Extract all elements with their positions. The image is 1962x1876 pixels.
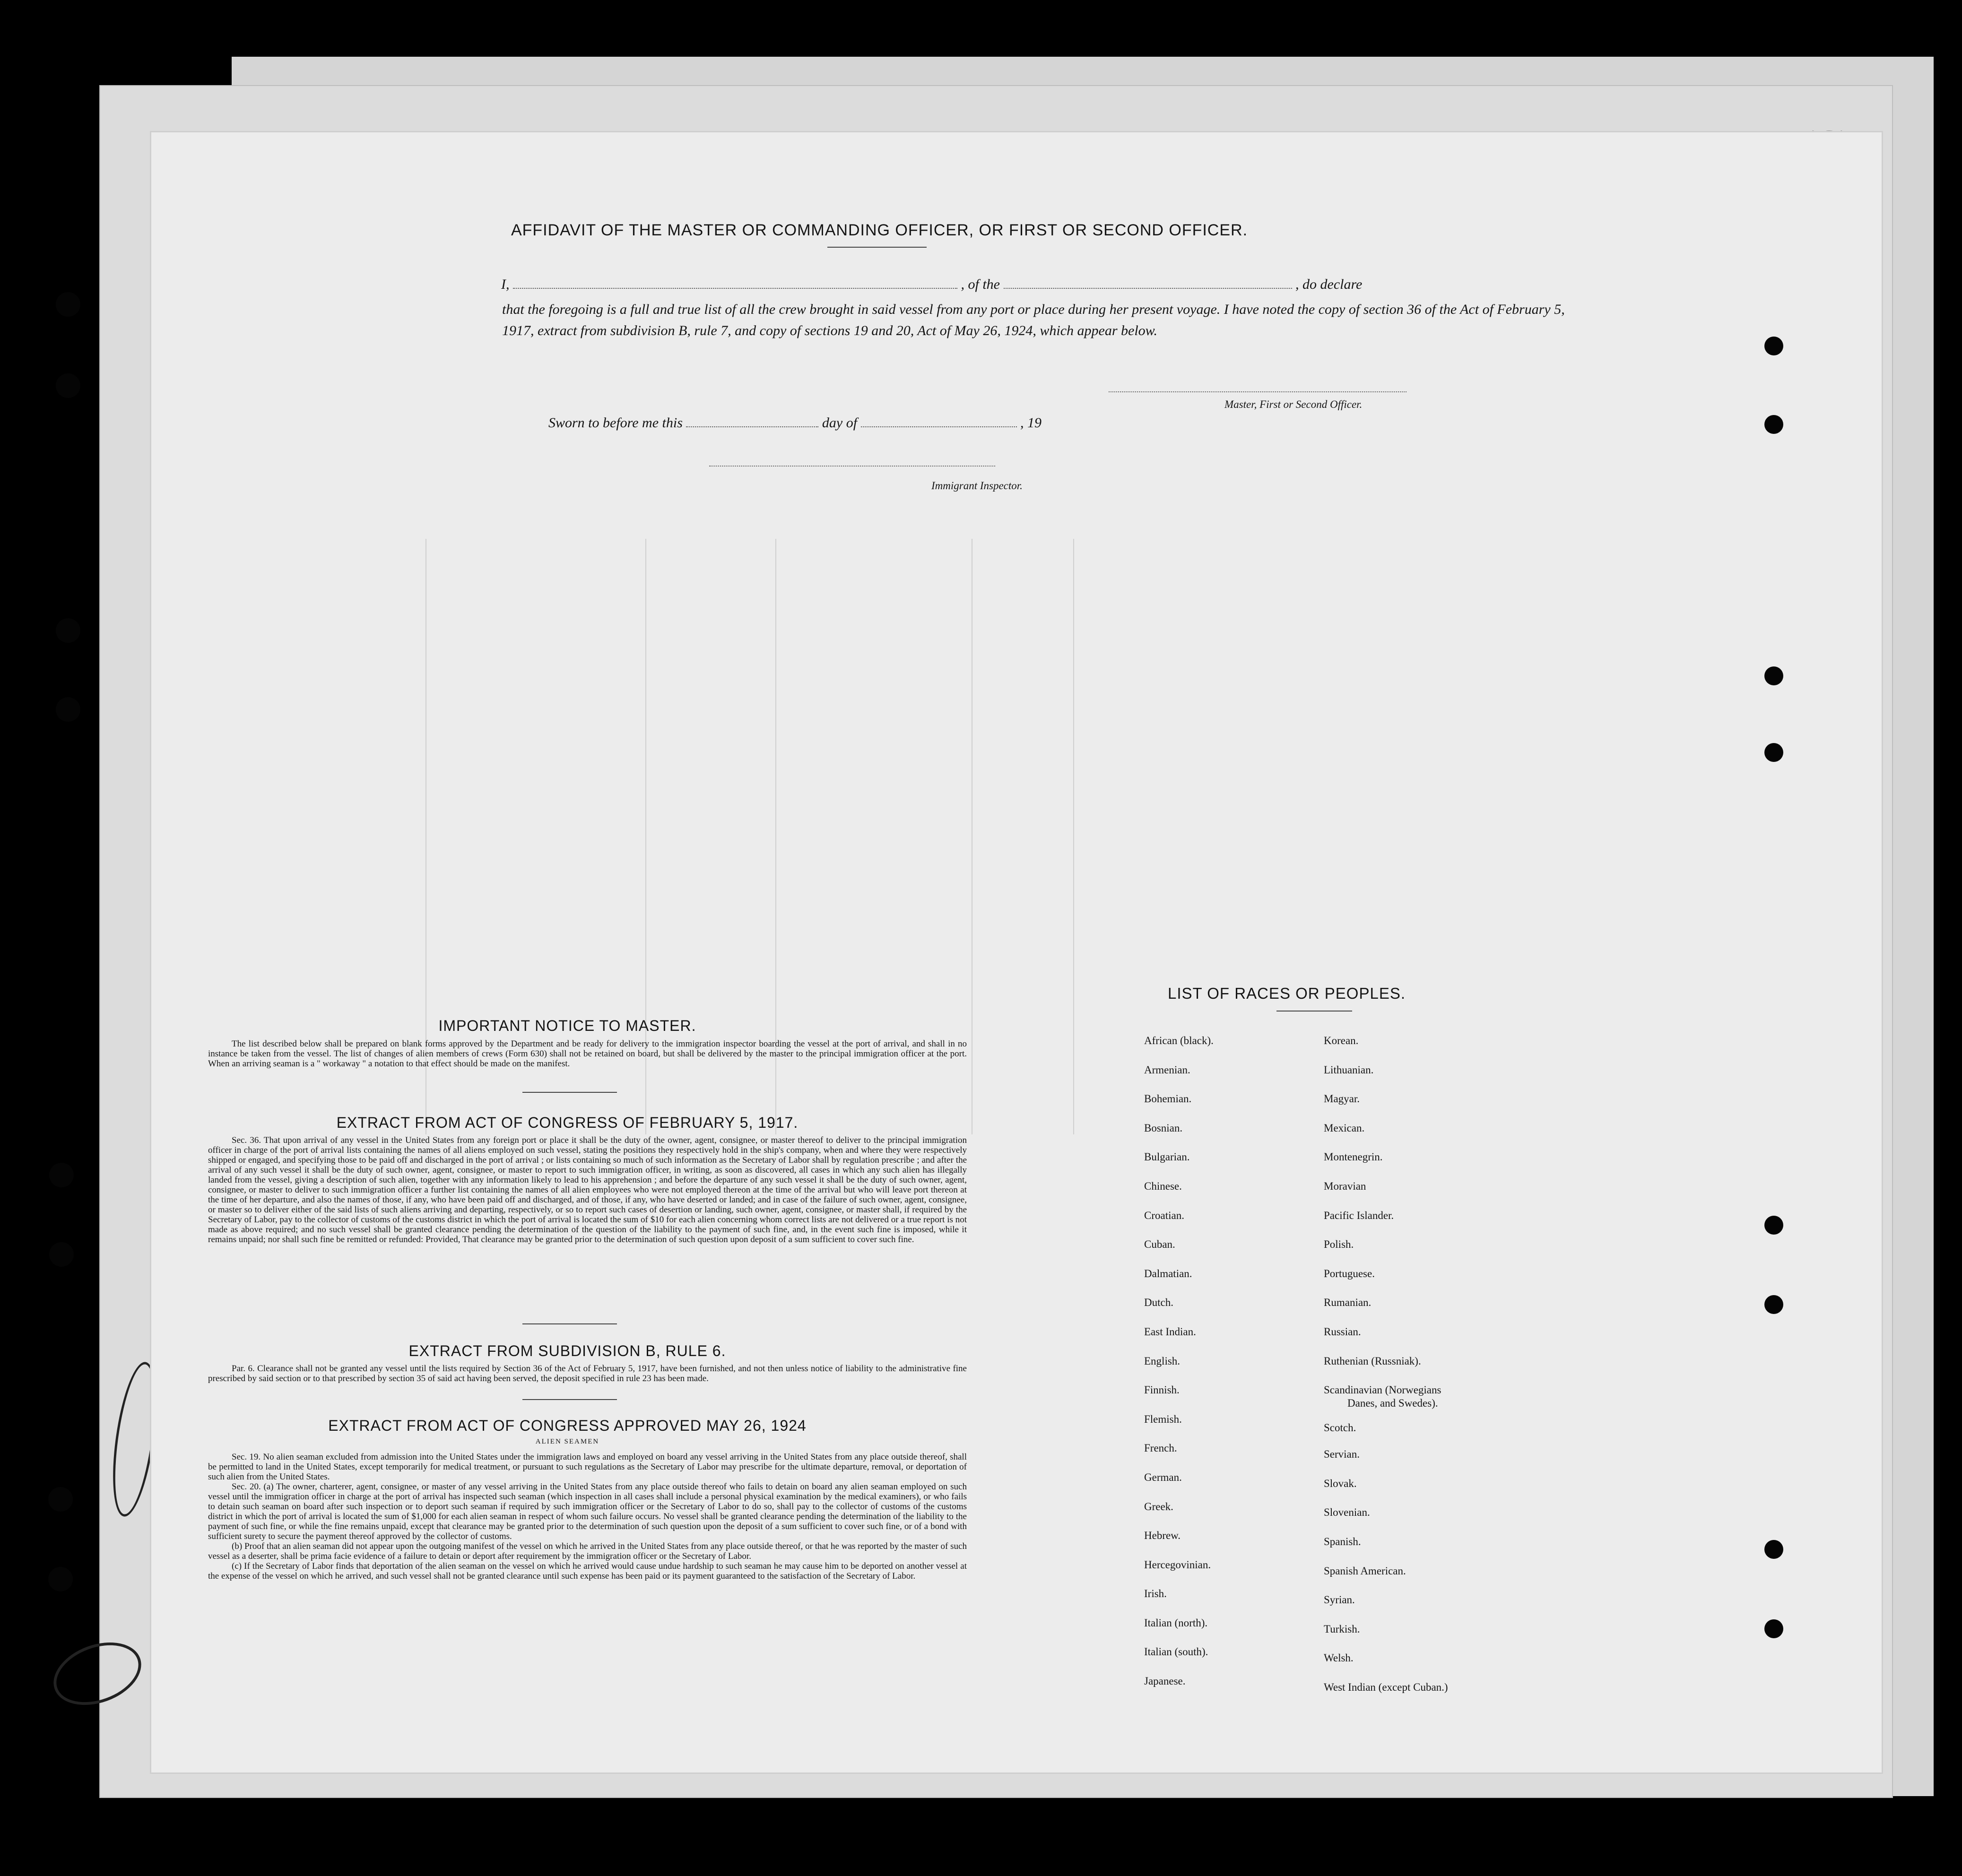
vessel-name-field[interactable] [1004, 288, 1292, 289]
affidavit-declaration-line [501, 277, 1589, 293]
punch-hole [49, 1242, 74, 1267]
race-item: African (black). [1144, 1035, 1214, 1046]
race-item: Moravian [1324, 1180, 1366, 1192]
race-item: Syrian. [1324, 1594, 1355, 1606]
do-declare-label: , do declare [1295, 277, 1363, 292]
race-item: Turkish. [1324, 1623, 1360, 1635]
punch-hole [1764, 1216, 1783, 1235]
divider [522, 1399, 617, 1400]
document-page [151, 132, 1882, 1772]
extract-1924-body [208, 1452, 967, 1581]
divider [827, 247, 927, 248]
race-item: Armenian. [1144, 1063, 1190, 1076]
inspector-signature-line[interactable] [709, 466, 995, 467]
race-item: Spanish American. [1324, 1565, 1406, 1577]
race-item: Chinese. [1144, 1180, 1182, 1192]
sec-19-text: Sec. 19. No alien seaman excluded from admission into the United States under the immigration laws and employed on board any vessel arriving in the United States from any place outside thereof, shall be permitted to land in the United States, except temporarily for medical treatment, or pursuant to such regulations as the Secretary of Labor may prescribe for the ultimate departure, removal, or deportation of such alien from the United States. [208, 1452, 967, 1482]
punch-hole [1764, 1295, 1783, 1314]
divider [522, 1323, 617, 1324]
race-item: Spanish. [1324, 1535, 1361, 1547]
punch-hole [56, 697, 80, 722]
sec-20b-text: (b) Proof that an alien seaman did not appear upon the outgoing manifest of the vessel on which he arrived in the United States from any place outside thereof, or that he was reported by the master of such vessel as a deserter, shall be prima facie evidence of a failure to detain or deport after requirement by the immigration officer or the Secretary of Labor. [208, 1541, 967, 1561]
race-item: Cuban. [1144, 1238, 1175, 1251]
race-item: Bohemian. [1144, 1093, 1192, 1105]
race-item: Lithuanian. [1324, 1063, 1374, 1076]
punch-hole [56, 373, 80, 398]
race-item: Dutch. [1144, 1297, 1173, 1309]
race-item-scandinavian-cont: Danes, and Swedes). [1347, 1397, 1438, 1409]
alien-seamen-subtitle: ALIEN SEAMEN [535, 1438, 599, 1445]
race-item: Montenegrin. [1324, 1151, 1383, 1163]
race-item: West Indian (except Cuban.) [1324, 1681, 1448, 1693]
notice-title: IMPORTANT NOTICE TO MASTER. [438, 1017, 696, 1034]
punch-hole [48, 1487, 73, 1512]
race-item: Greek. [1144, 1500, 1173, 1513]
races-title: LIST OF RACES OR PEOPLES. [1168, 985, 1406, 1002]
year-label: , 19 [1020, 415, 1042, 431]
affidavit-title: AFFIDAVIT OF THE MASTER OR COMMANDING OFFICER, OR FIRST OR SECOND OFFICER. [511, 221, 1248, 239]
race-item: Finnish. [1144, 1384, 1180, 1396]
race-item: Slovak. [1324, 1477, 1357, 1489]
master-name-field[interactable] [513, 288, 957, 289]
race-item: Dalmatian. [1144, 1267, 1192, 1279]
race-item: Hercegovinian. [1144, 1558, 1211, 1571]
races-list-left [1144, 1034, 1214, 1704]
punch-hole [49, 1163, 74, 1187]
race-item: Italian (north). [1144, 1617, 1208, 1629]
extract-1924-title: EXTRACT FROM ACT OF CONGRESS APPROVED MAY 26, 1924 [328, 1417, 807, 1434]
race-item: Croatian. [1144, 1209, 1184, 1221]
race-item: Hebrew. [1144, 1530, 1181, 1542]
of-the-label: , of the [961, 277, 1000, 292]
affidavit-body: that the foregoing is a full and true list of all the crew brought in said vessel from any port or place during her present voyage. I have noted the copy of section 36 of the Act of February 5, 1917, extract from subdivision B, rule 7, and copy of sections 19 and 20, Act of May 26, 1924, which appear below. [502, 302, 1565, 338]
race-item: East Indian. [1144, 1325, 1196, 1338]
extract-1917-title: EXTRACT FROM ACT OF CONGRESS OF FEBRUARY 5, 1917. [336, 1114, 799, 1131]
race-item: Slovenian. [1324, 1506, 1370, 1519]
punch-hole [1764, 1619, 1783, 1638]
sworn-month-field[interactable] [861, 426, 1017, 427]
punch-hole [1764, 415, 1783, 434]
notice-text: The list described below shall be prepared on blank forms approved by the Department and be ready for delivery to the immigration inspector boarding the vessel at the port of arrival, and shall in no instance be taken from the vessel. The list of changes of alien members of crews (Form 630) shall not be retained on board, but shall be delivered by the master to the principal immigration officer at the port. When an arriving seaman is a " workaway " a notation to that effect should be made on the manifest. [208, 1039, 967, 1069]
race-item: Polish. [1324, 1238, 1354, 1251]
race-item: Rumanian. [1324, 1297, 1372, 1309]
race-item: Mexican. [1324, 1122, 1365, 1134]
punch-hole [56, 292, 80, 317]
race-item-scandinavian: Scandinavian (Norwegians [1324, 1384, 1441, 1396]
race-item: Pacific Islander. [1324, 1209, 1394, 1221]
extract-rule6-text: Par. 6. Clearance shall not be granted any vessel until the lists required by Section 36 of the Act of February 5, 1917, have been furnished, and not then unless notice of liability to the administrative fine prescribed by said section or to that prescribed by section 35 of said act having been served, the deposit specified in rule 23 has been made. [208, 1364, 967, 1383]
race-item: Bulgarian. [1144, 1151, 1190, 1163]
sworn-line [548, 415, 1042, 431]
race-item: Ruthenian (Russniak). [1324, 1355, 1421, 1367]
races-list-right [1324, 1034, 1448, 1710]
extract-1917-text: Sec. 36. That upon arrival of any vessel in the United States from any foreign port or place it shall be the duty of the owner, agent, consignee, or master thereof to deliver to the principal immigration officer in charge of the port of arrival lists containing the names of all aliens employed on such vessel, stating the positions they respectively hold in the ship's company, when and where they were respectively shipped or engaged, and specifying those to be paid off and discharged in the port of arrival ; or lists containing so much of such information as the Secretary of Labor shall by regulation prescribe ; and after the arrival of any such vessel it shall be the duty of such owner, agent, consignee, or master to report to such immigration officer, in writing, as soon as discovered, all cases in which any such alien has illegally landed from the vessel, giving a description of such alien, together with any information likely to lead to his apprehension ; and before the departure of any such vessel it shall be the duty of such owner, agent, consignee, or master to deliver to such immigration officer a further list containing the names of all alien employees who were not employed thereon at the time of the arrival but who will leave port thereon at the time of her departure, and also the names of those, if any, who have been paid off and discharged, and of those, if any, who have deserted or landed; and in case of the failure of such owner, agent, consignee, or master so to deliver either of the said lists of such aliens arriving and departing, respectively, or so to report such cases of desertion or landing, such owner, agent, consignee, or master shall, if required by the Secretary of Labor, pay to the collector of customs of the customs district in which the port of arrival is located the sum of $10 for each alien concerning whom correct lists are not delivered or a true report is not made as above required; and no such vessel shall be granted clearance pending the determination of the question of the liability to the payment of such fine, and, in the event such fine is imposed, while it remains unpaid; nor shall such fine be remitted or refunded: Provided, That clearance may be granted prior to the determination of such question upon deposit of a sum sufficient to cover such fine. [208, 1135, 967, 1245]
extract-rule6-title: EXTRACT FROM SUBDIVISION B, RULE 6. [408, 1342, 726, 1359]
race-item: Welsh. [1324, 1652, 1354, 1664]
sec-20c-text: (c) If the Secretary of Labor finds that deportation of the alien seaman on the vessel on which he arrived would cause undue hardship to such seaman he may cause him to be deported on another vessel at the expense of the vessel on which he arrived, and such vessel shall not be granted clearance until such expense has been paid or its payment guaranteed to the satisfaction of the Secretary of Labor. [208, 1561, 967, 1581]
race-item: Servian. [1324, 1448, 1360, 1461]
sec-20a-text: Sec. 20. (a) The owner, charterer, agent, consignee, or master of any vessel arriving in the United States from any place outside thereof who fails to detain on board any alien seaman employed on such vessel until the immigration officer in charge at the port of arrival has inspected such seaman (which inspection in all cases shall include a personal physical examination by the medical examiners), or who fails to detain such seaman on board after such inspection or to deport such seaman if required by such immigration officer or the Secretary of Labor to do so, shall pay to the collector of customs of the customs district in which the port of arrival is located the sum of $1,000 for each alien seaman in respect of whom such failure occurs. No vessel shall be granted clearance pending the determination of the liability to the payment of such fine, or while the fine remains unpaid, except that clearance may be granted prior to the determination of such question upon the deposit of a sum sufficient to cover such fine, or of a bond with sufficient surety to secure the payment thereof approved by the collector of customs. [208, 1482, 967, 1541]
punch-hole [1764, 1540, 1783, 1559]
i-label: I, [501, 277, 510, 292]
race-item: Korean. [1324, 1035, 1359, 1046]
ruled-column-line [1073, 539, 1074, 1134]
race-item: Italian (south). [1144, 1646, 1208, 1658]
race-item: Russian. [1324, 1325, 1361, 1338]
inspector-label: Immigrant Inspector. [931, 480, 1023, 492]
punch-hole [1764, 666, 1783, 685]
day-of-label: day of [822, 415, 858, 431]
race-item: Japanese. [1144, 1675, 1186, 1687]
punch-hole [56, 618, 80, 643]
punch-hole [1764, 743, 1783, 762]
punch-hole [1764, 337, 1783, 355]
punch-hole [48, 1567, 73, 1591]
sworn-label: Sworn to before me this [548, 415, 683, 431]
master-signature-label: Master, First or Second Officer. [1224, 398, 1363, 410]
race-item: Magyar. [1324, 1093, 1360, 1105]
sworn-day-field[interactable] [686, 426, 818, 427]
race-item: French. [1144, 1442, 1177, 1454]
race-item: Portuguese. [1324, 1267, 1375, 1279]
race-item: Scotch. [1324, 1422, 1356, 1434]
race-item: Irish. [1144, 1588, 1167, 1600]
race-item: Bosnian. [1144, 1122, 1183, 1134]
divider [522, 1092, 617, 1093]
master-signature-line[interactable] [1109, 391, 1406, 392]
race-item: English. [1144, 1355, 1181, 1367]
race-item [1324, 1383, 1448, 1421]
race-item: German. [1144, 1471, 1182, 1483]
race-item: Flemish. [1144, 1413, 1182, 1425]
